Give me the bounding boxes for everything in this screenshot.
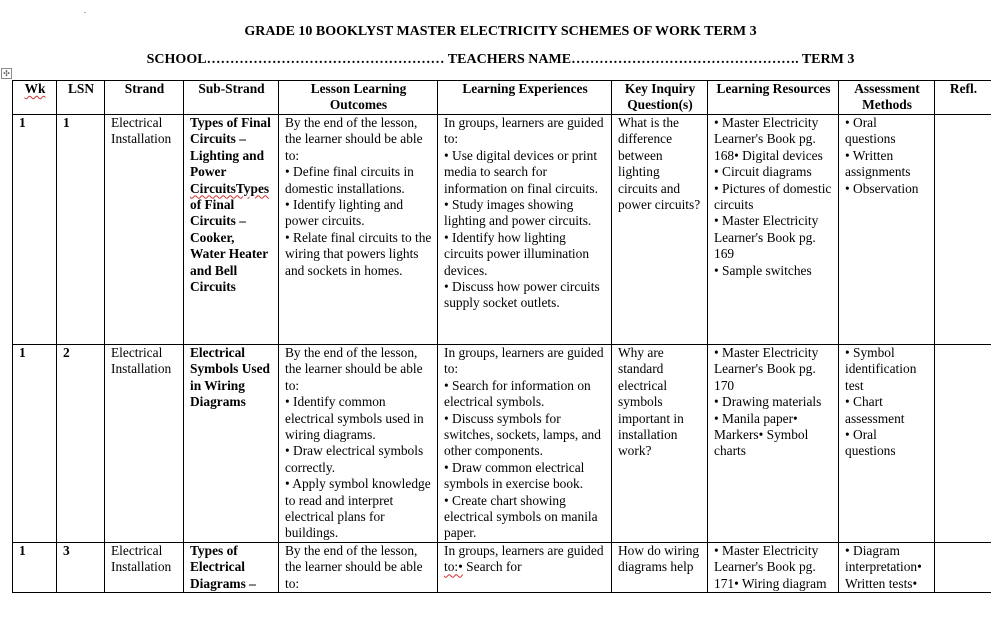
experience-line: • Discuss symbols for switches, sockets, lamps, and other components. (444, 410, 601, 459)
resource-line: • Circuit diagrams (714, 164, 812, 180)
scheme-table (12, 80, 991, 593)
experience-line: • Identify how lighting circuits power illumination devices. (444, 229, 590, 278)
cell-sub-strand: Electrical Symbols Used in Wiring Diagrams (184, 345, 279, 543)
cell-refl[interactable] (935, 542, 992, 592)
experience-underlined: to:• (444, 559, 463, 575)
experience-line: • Create chart showing electrical symbols on manila paper. (444, 492, 598, 541)
cell-experiences (438, 345, 612, 543)
assessment-line: • Written assignments (845, 147, 911, 180)
cell-refl[interactable] (935, 345, 992, 543)
outcome-line: • Identify lighting and power circuits. (285, 197, 404, 229)
header-inquiry: Key Inquiry Question(s) (612, 81, 708, 115)
cell-assessment (839, 345, 935, 543)
cell-inquiry: Why are standard electrical symbols important in installation work? (612, 345, 708, 543)
resource-line: • Pictures of domestic circuits (714, 180, 832, 213)
experience-line: • Use digital devices or print media to search for information on final circuits. (444, 147, 598, 196)
cell-assessment (839, 115, 935, 345)
outcome-line: • Relate final circuits to the wiring that powers lights and sockets in homes. (285, 229, 432, 278)
cell-resources (708, 115, 839, 345)
cell-strand: Electrical Installation (105, 542, 184, 592)
cell-assessment (839, 542, 935, 592)
outcome-line: • Identify common electrical symbols used in wiring diagrams. (285, 394, 424, 443)
resource-line: • Master Electricity Learner's Book pg. 171• Wiring diagram (714, 542, 827, 591)
experience-line: In groups, learners are guided to: (444, 115, 604, 147)
scheme-table-container (12, 80, 991, 595)
assessment-line: • Diagram interpretation• Written tests• (845, 542, 922, 591)
outcome-line: • Apply symbol knowledge to read and interpret electrical plans for buildings. (285, 476, 431, 541)
table-row (13, 542, 992, 592)
cell-inquiry: How do wiring diagrams help (612, 542, 708, 592)
cell-inquiry: What is the difference between lighting circuits and power circuits? (612, 115, 708, 345)
header-assessment: Assessment Methods (839, 81, 935, 115)
header-experiences: Learning Experiences (438, 81, 612, 115)
experience-rest: Search for (462, 559, 522, 575)
cell-sub-strand: Types of Final Circuits – Lighting and Power CircuitsTypes of Final Circuits – Cooker, Water Heater and Bell Circuits (184, 115, 279, 345)
resource-line: • Master Electricity Learner's Book pg. 169 (714, 213, 819, 262)
page-title: GRADE 10 BOOKLYST MASTER ELECTRICITY SCHEMES OF WORK TERM 3 (244, 24, 757, 39)
experience-line: • Discuss how power circuits supply socket outlets. (444, 279, 600, 311)
header-wk: Wk (13, 81, 57, 115)
cell-experiences (438, 542, 612, 592)
header-resources: Learning Resources (708, 81, 839, 115)
resource-line: • Master Electricity Learner's Book pg. 170 (714, 345, 819, 393)
header-outcomes: Lesson Learning Outcomes (279, 81, 438, 115)
header-lsn: LSN (57, 81, 105, 115)
experience-line: • Study images showing lighting and power circuits. (444, 197, 592, 229)
cell-wk: 1 (13, 345, 57, 543)
outcome-line: By the end of the lesson, the learner should be able to: (285, 115, 423, 163)
resource-line: • Manila paper• Markers• Symbol charts (714, 410, 809, 459)
outcome-line: By the end of the lesson, the learner should be able to: (285, 542, 423, 591)
table-row (13, 345, 992, 543)
outcome-line: • Draw electrical symbols correctly. (285, 443, 424, 475)
cell-wk: 1 (13, 115, 57, 345)
cell-outcomes (279, 542, 438, 592)
experience-lead: In groups, learners are guided (444, 542, 604, 558)
experience-line: • Search for information on electrical symbols. (444, 377, 591, 410)
resource-line: • Drawing materials (714, 394, 822, 410)
assessment-line: • Symbol identification test (845, 345, 917, 393)
header-refl: Refl. (935, 81, 992, 115)
stray-dot: . (84, 6, 86, 15)
cell-strand: Electrical Installation (105, 115, 184, 345)
header-sub-strand: Sub-Strand (184, 81, 279, 115)
assessment-line: • Chart assessment (845, 394, 905, 426)
cell-experiences (438, 115, 612, 345)
cell-lsn: 3 (57, 542, 105, 592)
table-row (13, 115, 992, 345)
header-strand: Strand (105, 81, 184, 115)
assessment-line: • Oral questions (845, 115, 896, 147)
cell-sub-strand: Types of Electrical Diagrams – (184, 542, 279, 592)
cell-wk: 1 (13, 542, 57, 592)
cell-outcomes (279, 115, 438, 345)
experience-line: In groups, learners are guided to: (444, 345, 604, 377)
resource-line: • Sample switches (714, 262, 812, 278)
resource-line: • Master Electricity Learner's Book pg. 168• Digital devices (714, 115, 823, 163)
table-header-row (13, 81, 992, 115)
cell-lsn: 1 (57, 115, 105, 345)
cell-resources (708, 345, 839, 543)
cell-outcomes (279, 345, 438, 543)
cell-refl[interactable] (935, 115, 992, 345)
assessment-line: • Oral questions (845, 427, 896, 459)
assessment-line: • Observation (845, 180, 919, 196)
cell-strand: Electrical Installation (105, 345, 184, 543)
outcome-line: • Define final circuits in domestic installations. (285, 164, 414, 196)
table-move-handle-icon[interactable]: ✣ (1, 68, 12, 79)
experience-line: • Draw common electrical symbols in exercise book. (444, 459, 585, 492)
outcome-line: By the end of the lesson, the learner should be able to: (285, 345, 423, 393)
cell-lsn: 2 (57, 345, 105, 543)
page-subtitle: SCHOOL…………………………………………… TEACHERS NAME…………………………………………. TERM 3 (146, 52, 855, 67)
cell-resources (708, 542, 839, 592)
